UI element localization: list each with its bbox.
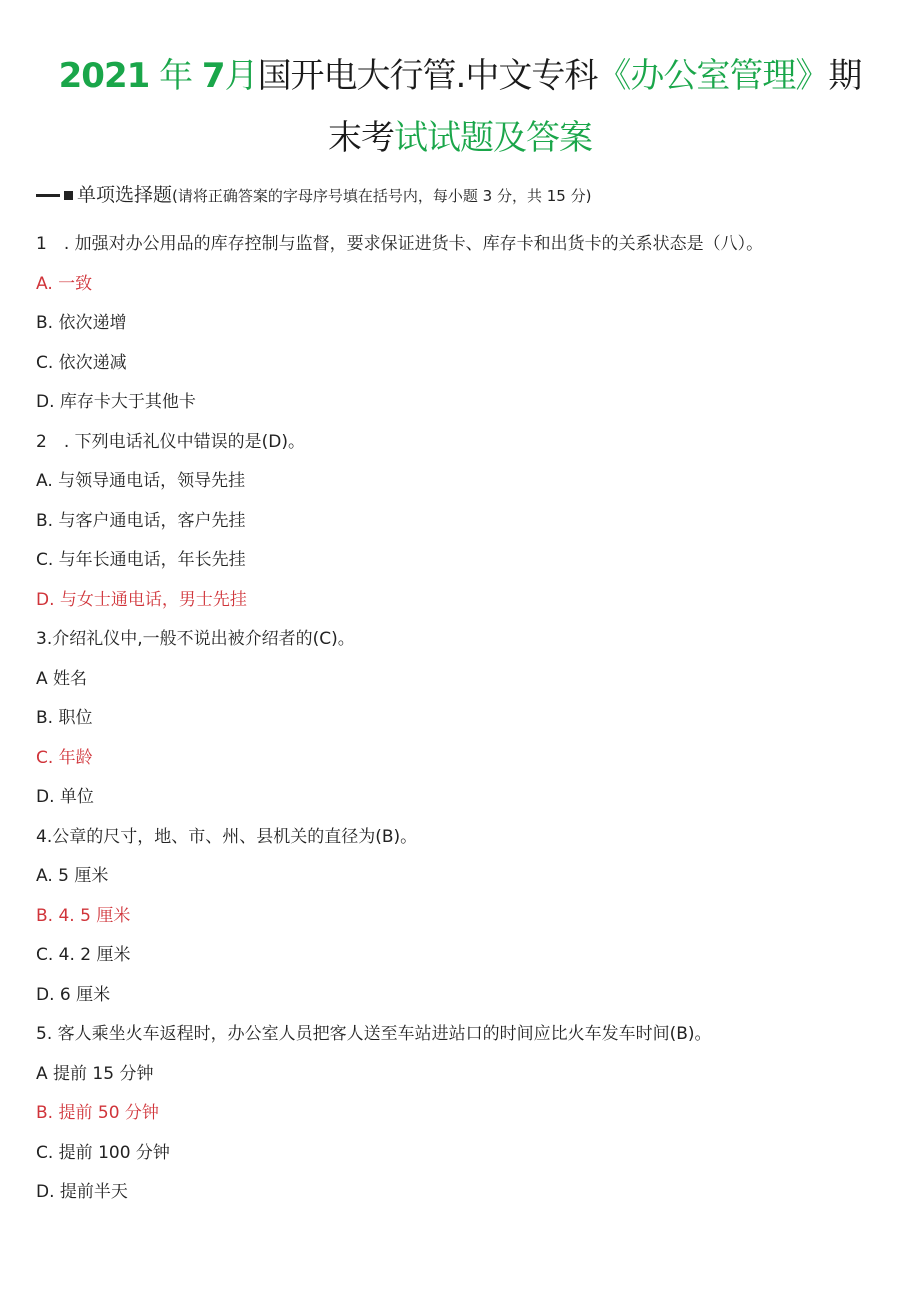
question-line: 1 . 加强对办公用品的库存控制与监督，要求保证进货卡、库存卡和出货卡的关系状态是（八）。 [36,234,764,254]
page-title-line-1 [0,56,920,96]
section-heading [36,180,591,207]
title-part-b: 试试题 [394,118,493,158]
title-part-c: 及答案 [493,118,592,158]
answer-option: B. 4. 5 厘米 [36,905,131,926]
page-title-line-2 [0,118,920,158]
answer-option: C. 年龄 [36,747,93,768]
question-line: D. 单位 [36,787,94,807]
section-title: 单项选择题 [77,184,173,206]
answer-option: B. 提前 50 分钟 [36,1103,159,1123]
title-nian: 年 [159,56,193,96]
question-line: 2 . 下列电话礼仪中错误的是(D)。 [36,431,305,452]
dash-mark-icon [36,194,60,197]
question-line: A 提前 15 分钟 [36,1063,154,1084]
square-bullet-icon [64,191,73,200]
question-line: D. 库存卡大于其他卡 [36,392,196,412]
answer-option: A. 一致 [36,273,93,294]
title-course: 《办公室管理》 [597,56,829,96]
section-note: (请将正确答案的字母序号填在括号内，每小题 3 分，共 15 分) [172,187,592,205]
question-line: 3.介绍礼仪中,一般不说出被介绍者的(C)。 [36,629,355,649]
question-line: D. 6 厘米 [36,984,111,1005]
question-line: A. 与领导通电话，领导先挂 [36,471,246,491]
answer-option: D. 与女士通电话，男士先挂 [36,589,247,610]
title-year: 2021 [58,56,150,96]
question-line: C. 提前 100 分钟 [36,1142,170,1163]
question-line: C. 4. 2 厘米 [36,945,131,965]
title-qi: 期 [828,56,862,96]
question-line: 5. 客人乘坐火车返程时，办公室人员把客人送至车站进站口的时间应比火车发车时间(B)。 [36,1024,712,1044]
question-line: B. 职位 [36,708,93,728]
question-line: A. 5 厘米 [36,866,109,886]
title-month: 7 [201,56,225,96]
question-line: B. 与客户通电话，客户先挂 [36,510,246,531]
question-line: A 姓名 [36,668,88,689]
question-line: C. 依次递减 [36,352,127,373]
question-line: 4.公章的尺寸，地、市、州、县机关的直径为(B)。 [36,826,418,847]
title-part-a: 末考 [328,118,394,158]
question-line: C. 与年长通电话，年长先挂 [36,550,246,570]
title-yue: 月 [224,56,258,96]
question-line: D. 提前半天 [36,1182,128,1202]
title-main: 国开电大行管.中文专科 [257,56,598,96]
question-line: B. 依次递增 [36,313,127,333]
